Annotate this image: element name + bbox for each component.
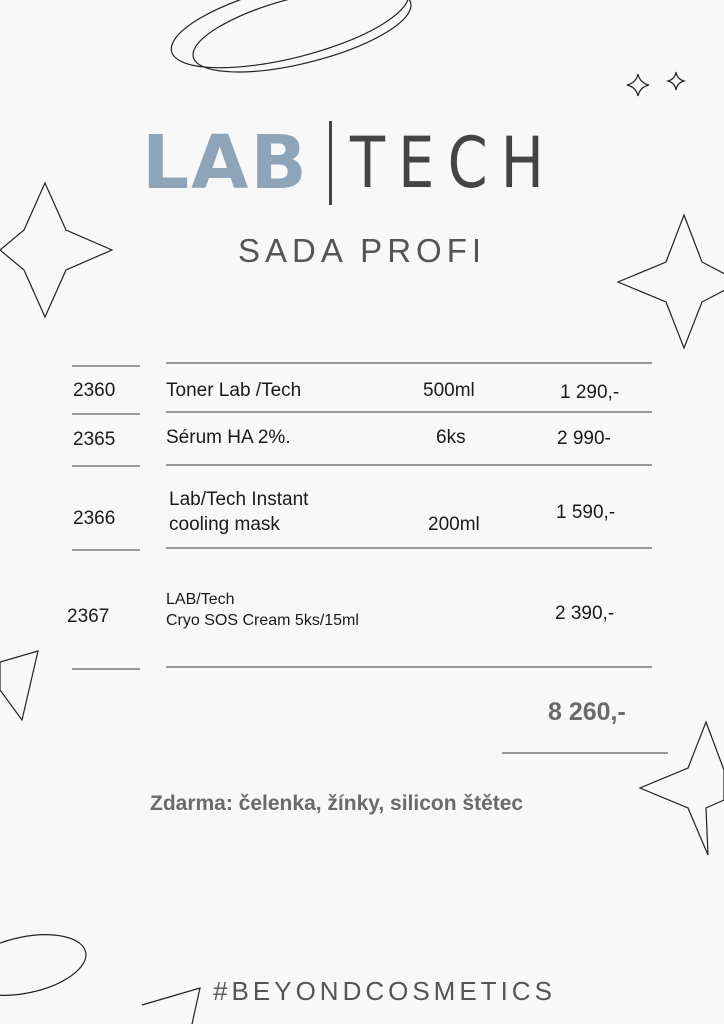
- product-code: 2360: [73, 380, 116, 401]
- sparkle-icon: [627, 74, 649, 96]
- decorative-ellipse: [185, 0, 418, 89]
- brand-logo: [142, 118, 602, 208]
- page-title: SADA PROFI: [237, 232, 487, 269]
- product-price: 1 290,-: [560, 382, 620, 403]
- product-price: 2 990-: [557, 428, 611, 449]
- product-size: 500ml: [423, 380, 475, 401]
- total-price: 8 260,-: [548, 698, 626, 726]
- product-name-line1: LAB/Tech: [166, 591, 235, 608]
- product-code: 2366: [73, 508, 116, 529]
- decorative-ellipse: [163, 0, 417, 86]
- product-name: Sérum HA 2%.: [166, 427, 291, 448]
- product-name: Toner Lab /Tech: [166, 380, 302, 401]
- logo-divider: [329, 121, 332, 205]
- triangle-shape: [0, 651, 38, 720]
- sparkle-icon: [668, 72, 684, 90]
- product-name-line1: Lab/Tech Instant: [169, 489, 309, 510]
- hashtag-text: #BEYONDCOSMETICS: [213, 976, 556, 1006]
- free-gifts-text: Zdarma: čelenka, žínky, silicon štětec: [150, 792, 524, 815]
- product-size: 6ks: [436, 427, 466, 448]
- product-price: 2 390,-: [555, 603, 615, 624]
- product-price: 1 590,-: [556, 502, 616, 523]
- logo-lab-text: LAB: [142, 120, 309, 206]
- star-icon: [640, 722, 724, 855]
- product-code: 2365: [73, 429, 116, 450]
- product-name-line2: cooling mask: [169, 514, 280, 535]
- product-size: 200ml: [428, 514, 480, 535]
- product-name-line2: Cryo SOS Cream 5ks/15ml: [166, 612, 359, 629]
- logo-tech-text: TECH: [349, 122, 557, 204]
- product-code: 2367: [67, 606, 110, 627]
